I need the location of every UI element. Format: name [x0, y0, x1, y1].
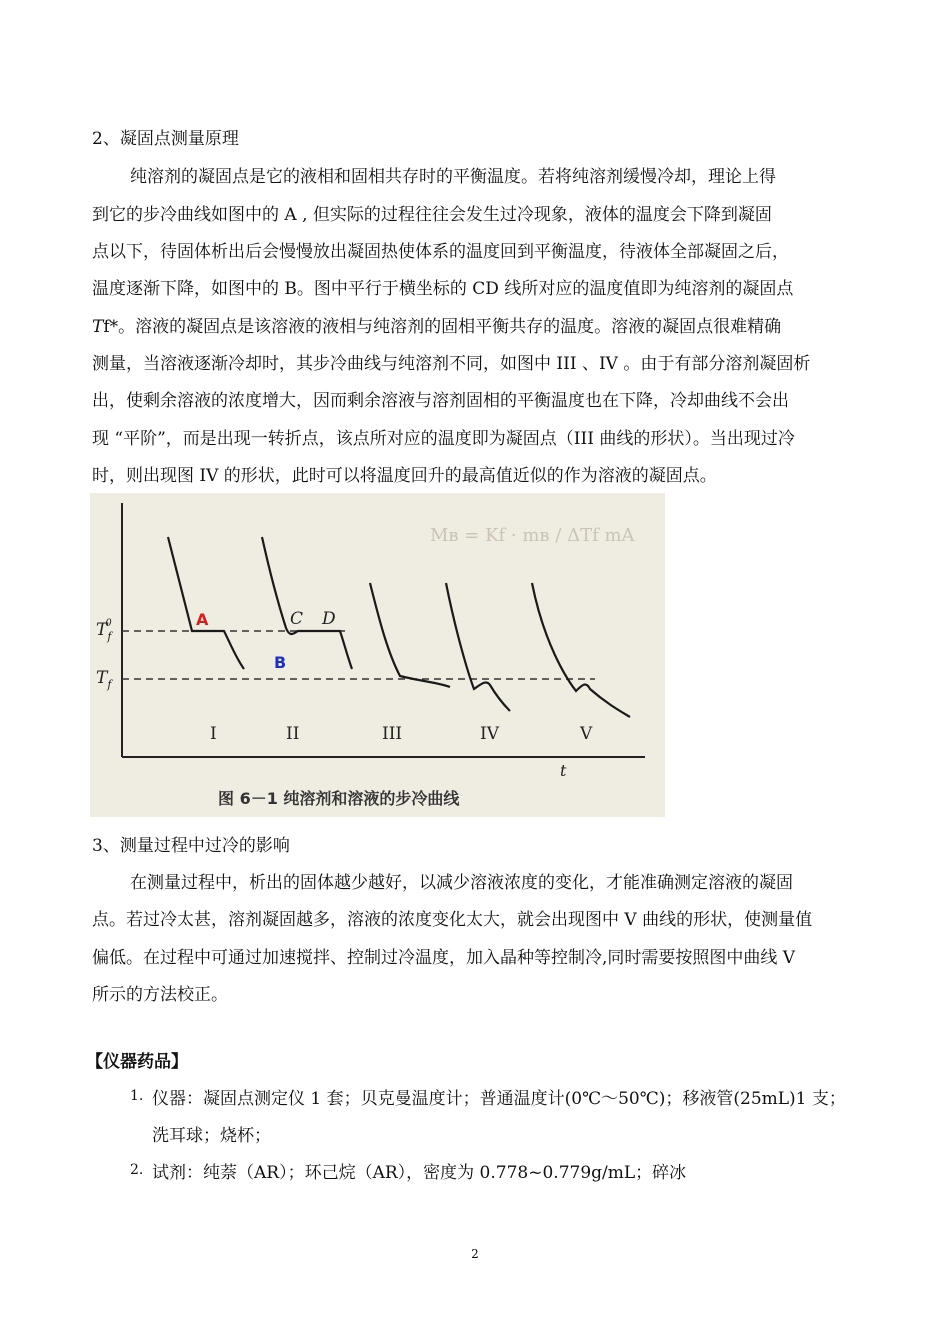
list-number: 1. — [130, 1088, 144, 1104]
curve-label: II — [286, 724, 300, 744]
section-3-title: 3、测量过程中过冷的影响 — [92, 836, 290, 856]
paragraph-line: 点以下，待固体析出后会慢慢放出凝固热使体系的温度回到平衡温度，待液体全部凝固之后， — [92, 242, 789, 262]
paragraph-line: 温度逐渐下降，如图中的 B。图中平行于横坐标的 CD 线所对应的温度值即为纯溶剂的凝固点 — [92, 279, 794, 299]
paragraph-line: 在测量过程中，析出的固体越少越好，以减少溶液浓度的变化，才能准确测定溶液的凝固 — [130, 873, 793, 893]
paragraph-line: 所示的方法校正。 — [92, 985, 228, 1005]
t-axis-label: t — [560, 761, 567, 780]
tf-symbol: T — [92, 317, 104, 337]
page-number: 2 — [471, 1247, 479, 1261]
paragraph-line: 测量，当溶液逐渐冷却时，其步冷曲线与纯溶剂不同，如图中 III 、IV 。由于有部分溶剂凝固析 — [92, 354, 811, 374]
curve-label: I — [210, 724, 217, 744]
label-C: C — [290, 609, 304, 629]
paragraph-line: 现 “平阶”，而是出现一转折点，该点所对应的温度即为凝固点（III 曲线的形状）。当出现过冷 — [92, 429, 795, 449]
paragraph-line: 出，使剩余溶液的浓度增大，因而剩余溶液与溶剂固相的平衡温度也在下降，冷却曲线不会出 — [92, 391, 789, 411]
label-A: A — [196, 610, 209, 629]
list-item-line: 洗耳球；烧杯； — [152, 1126, 271, 1146]
tf-label: $T_f$ — [96, 668, 112, 691]
cooling-curve-svg — [90, 493, 665, 817]
curve-label: IV — [480, 724, 499, 744]
paragraph-line: 点。若过冷太甚，溶剂凝固越多，溶液的浓度变化太大，就会出现图中 V 曲线的形状，使测量值 — [92, 910, 813, 930]
paragraph-text: f*。溶液的凝固点是该溶液的液相与纯溶剂的固相平衡共存的温度。溶液的凝固点很难精确 — [103, 317, 782, 337]
paragraph-line: 到它的步冷曲线如图中的 A , 但实际的过程往往会发生过冷现象，液体的温度会下降到凝固 — [92, 205, 772, 225]
label-D: D — [322, 609, 336, 629]
curve-label: V — [580, 724, 593, 744]
label-B: B — [274, 653, 287, 672]
paragraph-line: 偏低。在过程中可通过加速搅拌、控制过冷温度，加入晶种等控制冷,同时需要按照图中曲线 V — [92, 948, 796, 968]
paragraph-line — [92, 312, 781, 337]
faint-formula: Mв = Kf · mв / ΔTf mA — [430, 525, 635, 546]
instruments-title: 【仪器药品】 — [86, 1052, 188, 1072]
section-2-title: 2、凝固点测量原理 — [92, 129, 239, 149]
list-number: 2. — [130, 1162, 144, 1178]
list-item-line: 仪器：凝固点测定仪 1 套；贝克曼温度计；普通温度计(0℃～50℃)；移液管(25mL)1 支； — [152, 1089, 846, 1109]
list-item-line: 试剂：纯萘（AR）；环己烷（AR），密度为 0.778~0.779g/mL；碎冰 — [152, 1163, 687, 1183]
figure-caption: 图 6－1 纯溶剂和溶液的步冷曲线 — [218, 789, 460, 808]
tf0-label: $T_f0$ — [96, 618, 112, 643]
paragraph-line: 时，则出现图 IV 的形状，此时可以将温度回升的最高值近似的作为溶液的凝固点。 — [92, 466, 717, 486]
curve-label: III — [382, 724, 403, 744]
cooling-curve-figure — [90, 493, 665, 817]
paragraph-line: 纯溶剂的凝固点是它的液相和固相共存时的平衡温度。若将纯溶剂缓慢冷却，理论上得 — [130, 167, 776, 187]
